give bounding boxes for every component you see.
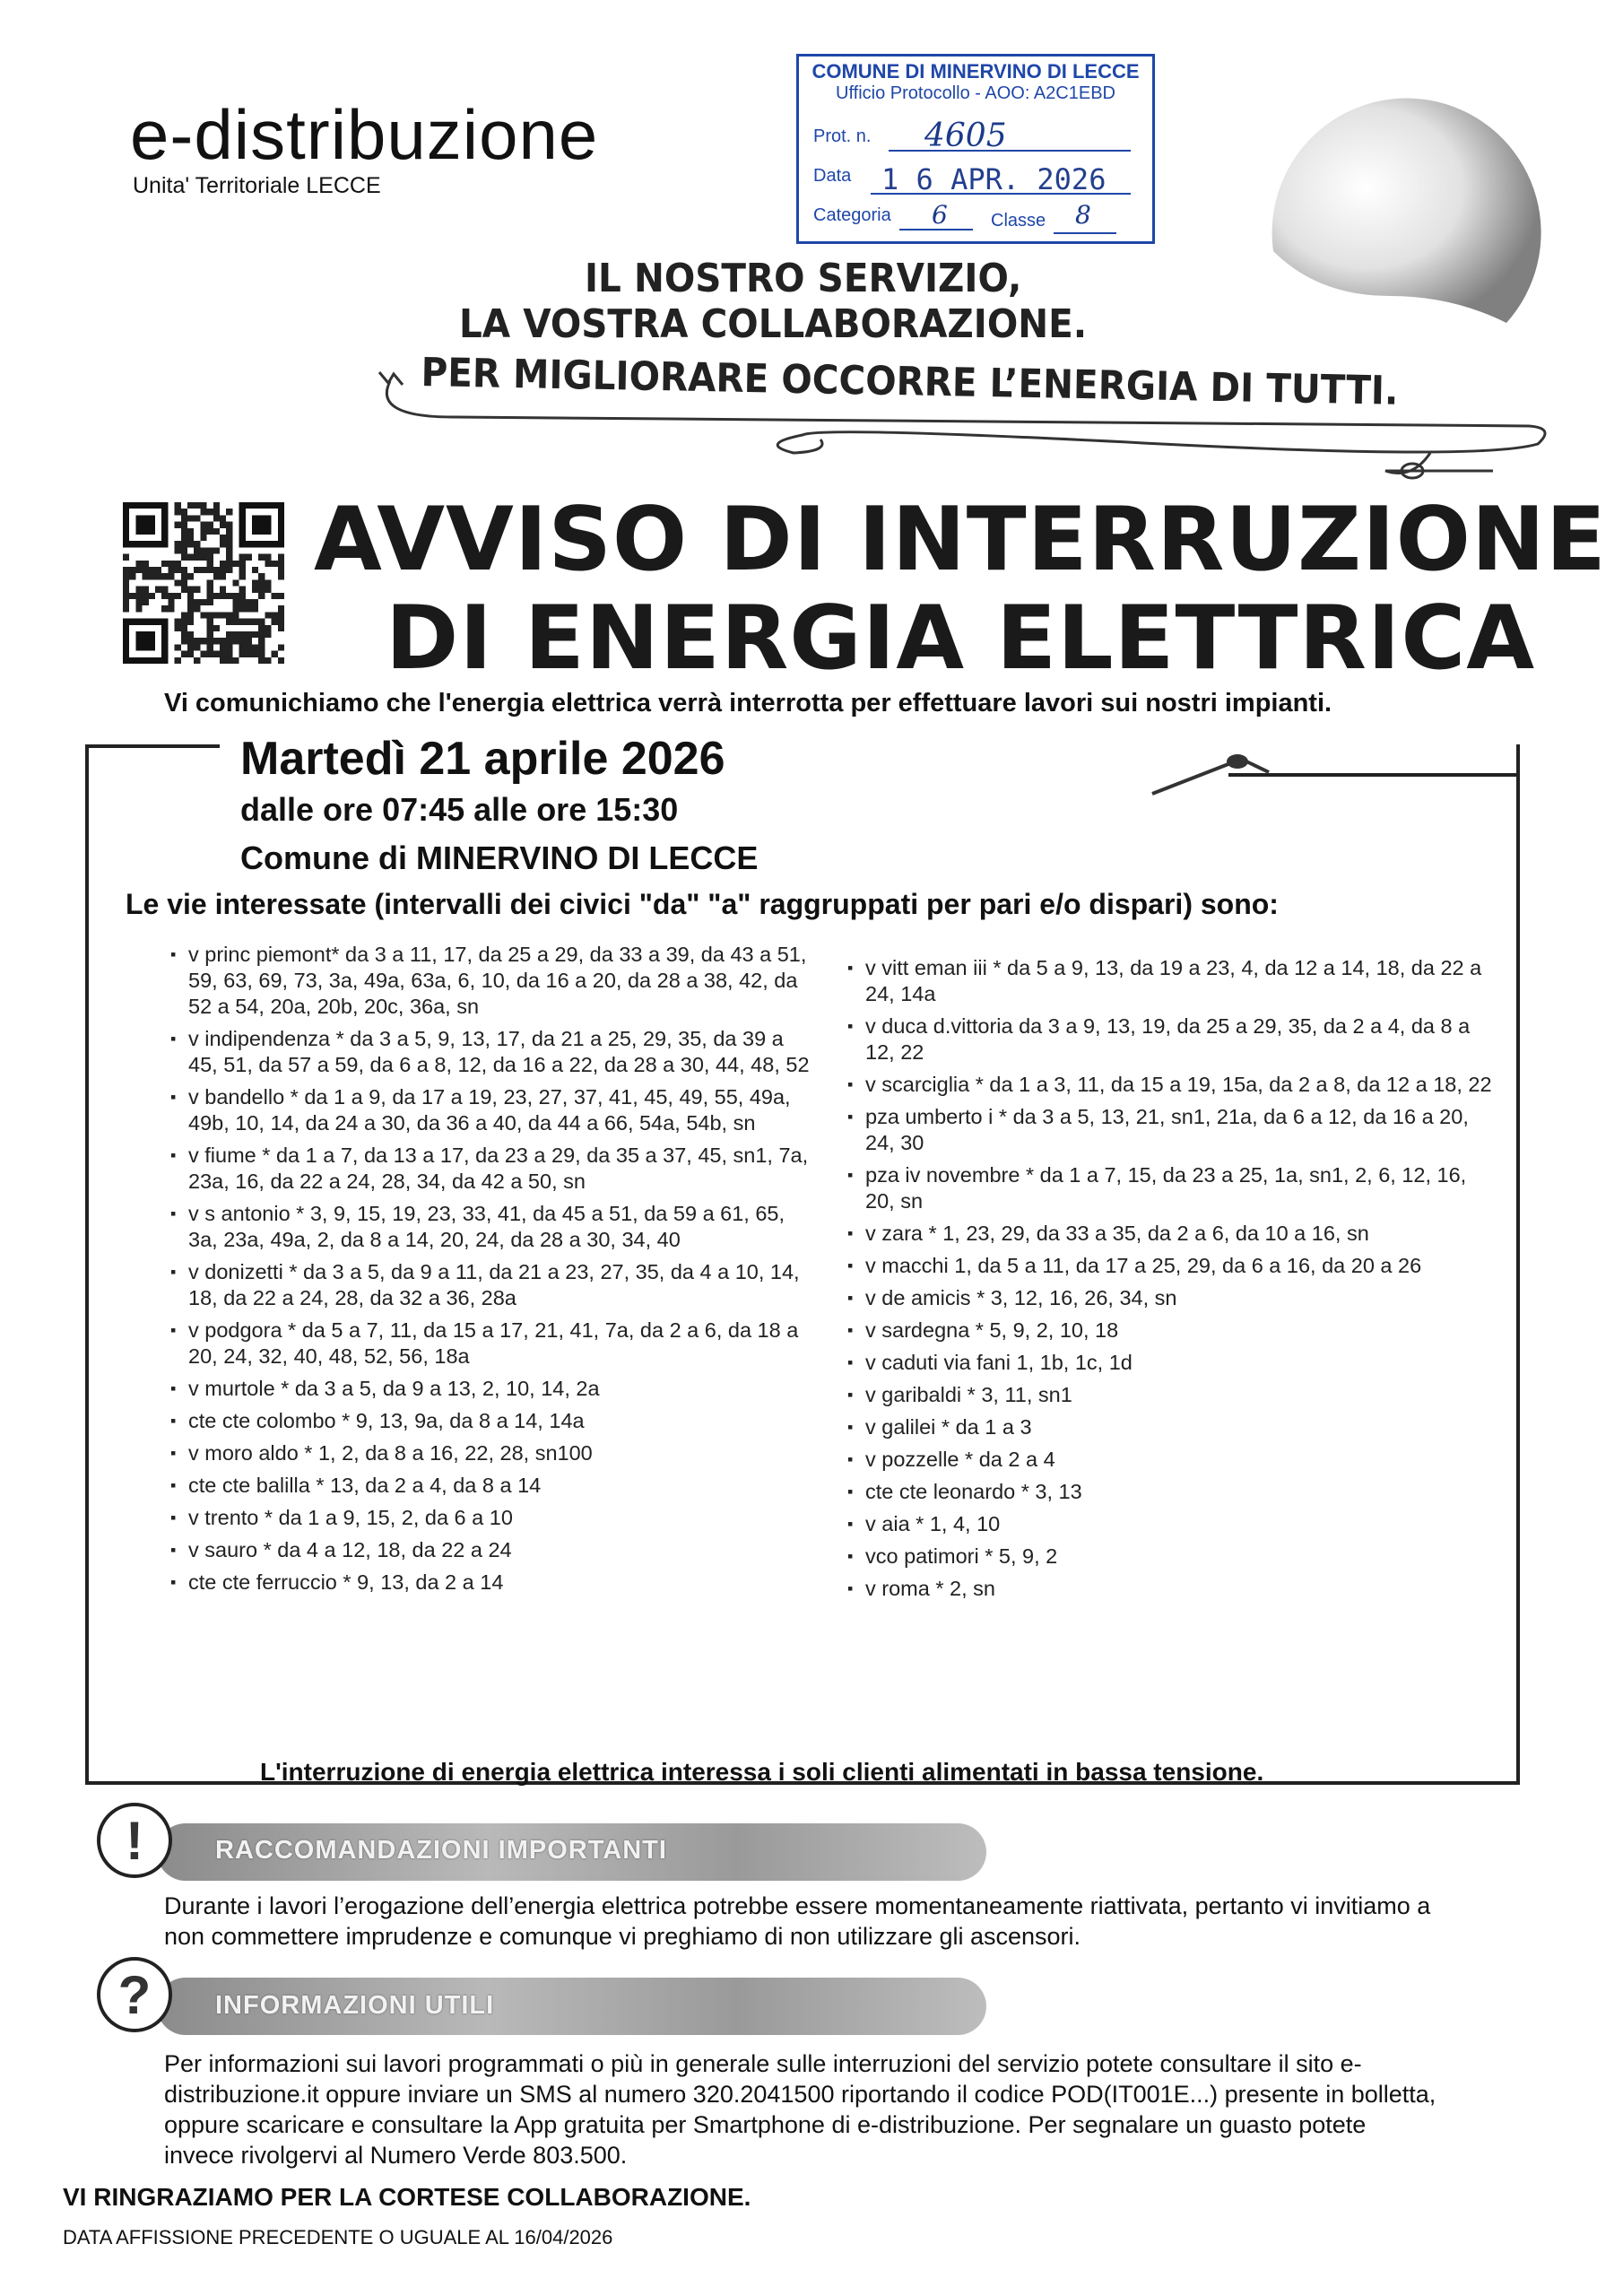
street-item: ▪ pza iv novembre * da 1 a 7, 15, da 23 a 25, 1a, sn1, 2, 6, 12, 16, 20, sn — [847, 1162, 1493, 1214]
exclamation-icon: ! — [97, 1803, 172, 1878]
street-item: ▪ vco patimori * 5, 9, 2 — [847, 1544, 1493, 1570]
stamp-date-value: 1 6 APR. 2026 — [881, 162, 1107, 196]
stamp-classe-label: Classe — [991, 211, 1046, 230]
street-item: ▪ cte cte leonardo * 3, 13 — [847, 1479, 1493, 1505]
posting-date: DATA AFFISSIONE PRECEDENTE O UGUALE AL 16/04/2026 — [63, 2226, 613, 2248]
recommendations-text: Durante i lavori l’erogazione dell’energia elettrica potrebbe essere momentaneamente riattivata, pertanto vi invitiamo a non commettere imprudenze e comunque vi preghiamo di non utilizzare gli ascensori. — [164, 1892, 1431, 1950]
street-item: ▪ v podgora * da 5 a 7, 11, da 15 a 17, 21, 41, 7a, da 2 a 6, da 18 a 20, 24, 32, 40, 48, 52, 56, 18a — [170, 1318, 816, 1370]
slogan-line-3: PER MIGLIORARE OCCORRE L’ENERGIA DI TUTTI. — [421, 350, 1399, 414]
street-item: ▪ v caduti via fani 1, 1b, 1c, 1d — [847, 1350, 1493, 1376]
street-item: ▪ v galilei * da 1 a 3 — [847, 1414, 1493, 1440]
street-item: ▪ v moro aldo * 1, 2, da 8 a 16, 22, 28, sn100 — [170, 1440, 816, 1466]
street-item: ▪ v murtole * da 3 a 5, da 9 a 13, 2, 10, 14, 2a — [170, 1376, 816, 1402]
street-item: ▪ v roma * 2, sn — [847, 1576, 1493, 1602]
interruption-date: Martedì 21 aprile 2026 — [240, 733, 725, 785]
intro-text: Vi comunichiamo che l'energia elettrica verrà interrotta per effettuare lavori sui nostri impianti. — [164, 689, 1332, 718]
street-item: ▪ v indipendenza * da 3 a 5, 9, 13, 17, da 21 a 25, 29, 35, da 39 a 45, 51, da 57 a 59, da 6 a 8, 12, da 16 a 22, da 28 a 30, 44, 48, 52 — [170, 1026, 816, 1078]
stamp-categoria-value: 6 — [932, 200, 948, 230]
low-voltage-note: L'interruzione di energia elettrica interessa i soli clienti alimentati in bassa tensione. — [260, 1758, 1264, 1786]
title-line-2: DI ENERGIA ELETTRICA — [386, 587, 1536, 690]
info-title: INFORMAZIONI UTILI — [215, 1991, 495, 2020]
recommendations-title: RACCOMANDAZIONI IMPORTANTI — [215, 1836, 667, 1865]
company-logo: e-distribuzione — [130, 95, 599, 174]
plug-icon — [1148, 749, 1273, 803]
slogan-line-1: IL NOSTRO SERVIZIO, — [585, 256, 1022, 301]
street-item: ▪ v fiume * da 1 a 7, da 13 a 17, da 23 a 29, da 35 a 37, 45, sn1, 7a, 23a, 16, da 22 a 24, 28, 34, da 42 a 50, sn — [170, 1143, 816, 1195]
territorial-unit: Unita' Territoriale LECCE — [133, 173, 381, 198]
street-item: ▪ v sauro * da 4 a 12, 18, da 22 a 24 — [170, 1537, 816, 1563]
street-item: ▪ v trento * da 1 a 9, 15, 2, da 6 a 10 — [170, 1505, 816, 1531]
interruption-comune: Comune di MINERVINO DI LECCE — [240, 839, 759, 876]
street-item: ▪ v aia * 1, 4, 10 — [847, 1511, 1493, 1537]
streets-right-column — [847, 955, 1493, 1608]
box-border-left — [85, 744, 220, 748]
stamp-categoria-label: Categoria — [813, 205, 891, 225]
streets-left-column — [170, 942, 816, 1602]
street-item: ▪ cte cte colombo * 9, 13, 9a, da 8 a 14, 14a — [170, 1408, 816, 1434]
stamp-classe-value: 8 — [1075, 200, 1091, 230]
globe-graphic — [1237, 72, 1560, 377]
street-item: ▪ v garibaldi * 3, 11, sn1 — [847, 1382, 1493, 1408]
street-item: ▪ v de amicis * 3, 12, 16, 26, 34, sn — [847, 1285, 1493, 1311]
protocol-stamp — [796, 54, 1155, 244]
streets-heading: Le vie interessate (intervalli dei civici "da" "a" raggruppati per pari e/o dispari) sono: — [126, 888, 1279, 920]
thanks-text: VI RINGRAZIAMO PER LA CORTESE COLLABORAZIONE. — [63, 2183, 751, 2211]
cable-graphic — [372, 354, 1565, 498]
street-item: ▪ cte cte balilla * 13, da 2 a 4, da 8 a 14 — [170, 1473, 816, 1499]
stamp-data-label: Data — [813, 166, 852, 186]
street-item: ▪ v s antonio * 3, 9, 15, 19, 23, 33, 41, da 45 a 51, da 59 a 61, 65, 3a, 23a, 49a, 2, da 8 a 14, 20, 24, da 28 a 30, 34, 40 — [170, 1201, 816, 1253]
question-icon: ? — [97, 1957, 172, 2032]
info-text: Per informazioni sui lavori programmati o più in generale sulle interruzioni del servizio potete consultare il sito e-distribuzione.it oppure inviare un SMS al numero 320.2041500 riportando il codice POD(IT001E...) presente in bolletta, oppure scaricare e consultare la App gratuita per Smartphone di e-distribuzione. Per segnalare un guasto potete invece rivolgervi al Numero Verde 803.500. — [164, 2050, 1436, 2169]
stamp-ufficio: Ufficio Protocollo - AOO: A2C1EBD — [836, 83, 1115, 103]
street-item: ▪ v scarciglia * da 1 a 3, 11, da 15 a 19, 15a, da 2 a 8, da 12 a 18, 22 — [847, 1072, 1493, 1098]
street-item: ▪ v vitt eman iii * da 5 a 9, 13, da 19 a 23, 4, da 12 a 14, 18, da 22 a 24, 14a — [847, 955, 1493, 1007]
slogan-line-2: LA VOSTRA COLLABORAZIONE. — [459, 301, 1088, 347]
stamp-comune: COMUNE DI MINERVINO DI LECCE — [812, 60, 1140, 83]
street-item: ▪ v bandello * da 1 a 9, da 17 a 19, 23, 27, 37, 41, 45, 49, 55, 49a, 49b, 10, 14, da 24 a 30, da 36 a 40, da 44 a 66, 54a, 54b, sn — [170, 1084, 816, 1136]
interruption-hours: dalle ore 07:45 alle ore 15:30 — [240, 791, 679, 828]
street-item: ▪ v zara * 1, 23, 29, da 33 a 35, da 2 a 6, da 10 a 16, sn — [847, 1221, 1493, 1247]
street-item: ▪ v sardegna * 5, 9, 2, 10, 18 — [847, 1318, 1493, 1344]
stamp-prot-value: 4605 — [924, 117, 1007, 154]
street-item: ▪ v duca d.vittoria da 3 a 9, 13, 19, da 25 a 29, 35, da 2 a 4, da 8 a 12, 22 — [847, 1013, 1493, 1065]
street-item: ▪ v macchi 1, da 5 a 11, da 17 a 25, 29, da 6 a 16, da 20 a 26 — [847, 1253, 1493, 1279]
street-item: ▪ v pozzelle * da 2 a 4 — [847, 1447, 1493, 1473]
qr-code-icon — [123, 502, 284, 664]
street-item: ▪ pza umberto i * da 3 a 5, 13, 21, sn1, 21a, da 6 a 12, da 16 a 20, 24, 30 — [847, 1104, 1493, 1156]
stamp-prot-label: Prot. n. — [813, 126, 872, 146]
street-item: ▪ v donizetti * da 3 a 5, da 9 a 11, da 21 a 23, 27, 35, da 4 a 10, 14, 18, da 22 a 24, 28, da 32 a 36, 28a — [170, 1259, 816, 1311]
title-line-1: AVVISO DI INTERRUZIONE — [314, 489, 1607, 591]
street-item: ▪ v princ piemont* da 3 a 11, 17, da 25 a 29, da 33 a 39, da 43 a 51, 59, 63, 69, 73, 3a, 49a, 63a, 6, 10, da 16 a 20, da 28 a 38, 42, da 52 a 54, 20a, 20b, 20c, 36a, sn — [170, 942, 816, 1020]
street-item: ▪ cte cte ferruccio * 9, 13, da 2 a 14 — [170, 1570, 816, 1596]
